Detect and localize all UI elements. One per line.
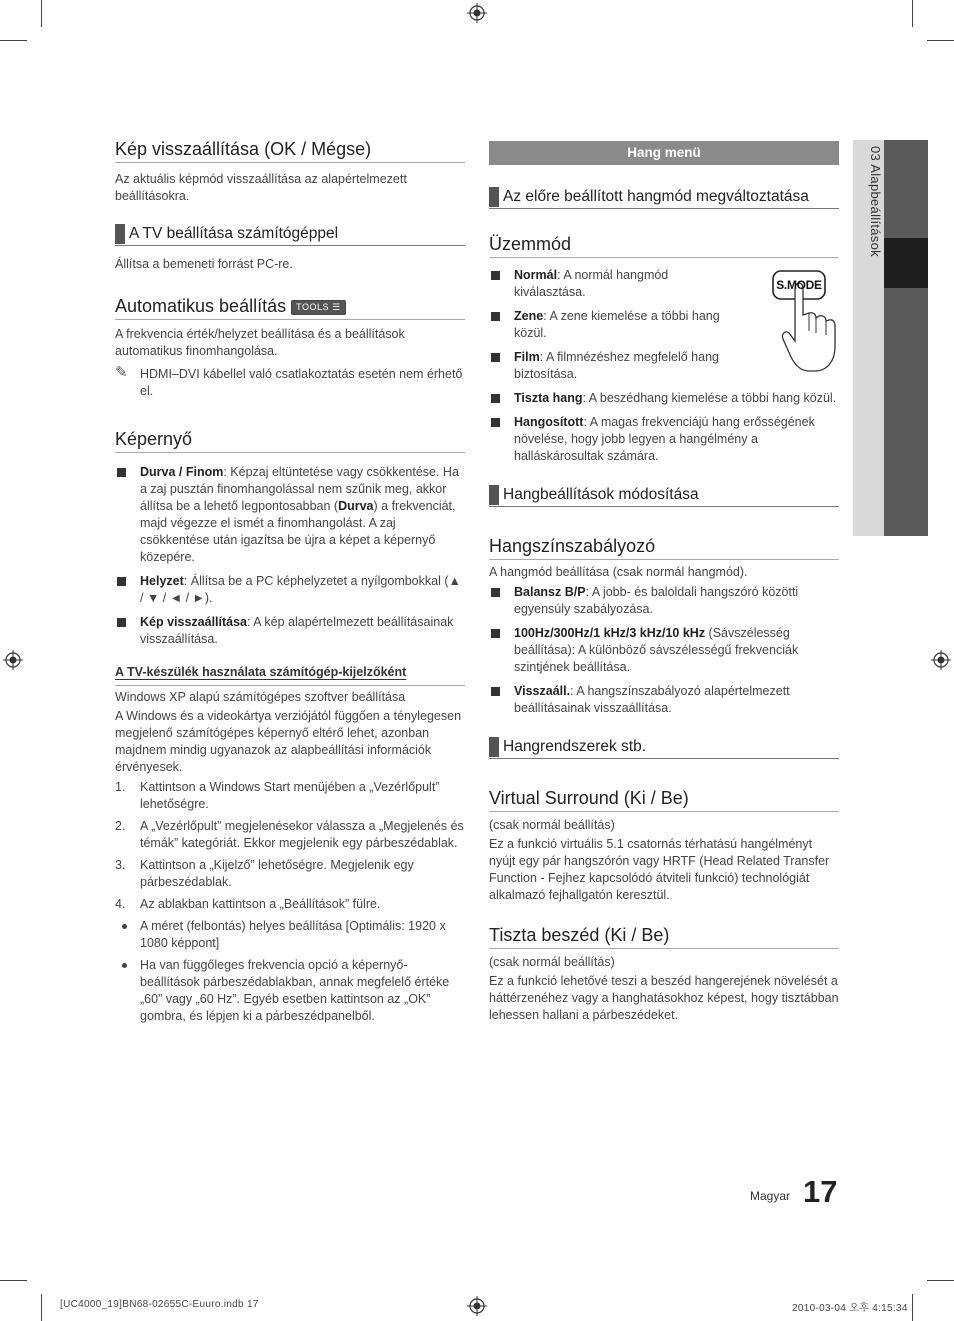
section-title: Hangszínszabályozó — [489, 535, 839, 560]
left-column — [115, 138, 465, 1025]
bullet-item: Ha van függőleges frekvencia opció a képernyő-beállítások párbeszédablakban, annak megfelelő értéke „60” vagy „60 Hz”. Egyéb esetben kattintson az „OK” gombra, és lépjen ki a párbeszédpanelből. — [115, 957, 465, 1025]
list-item — [489, 625, 839, 676]
crop-mark — [927, 40, 954, 41]
list-item — [489, 267, 839, 301]
list-item — [115, 614, 465, 648]
registration-mark-icon — [931, 650, 951, 670]
list-item — [115, 573, 465, 607]
list-term: Zene — [514, 309, 544, 323]
list-text: : A beszédhang kiemelése a többi hang közül. — [582, 391, 837, 405]
section-title: Tiszta beszéd (Ki / Be) — [489, 924, 839, 949]
section-title-text: Automatikus beállítás — [115, 296, 287, 316]
bullet-item: A méret (felbontás) helyes beállítása [Optimális: 1920 x 1080 képpont] — [115, 918, 465, 952]
crop-mark — [0, 1280, 27, 1281]
list-term: 100Hz/300Hz/1 kHz/3 kHz/10 kHz — [514, 626, 706, 640]
tools-label: TOOLS — [296, 302, 329, 312]
tools-badge — [291, 300, 345, 315]
list-item — [489, 414, 839, 465]
paragraph: Az aktuális képmód visszaállítása az alapértelmezett beállításokra. — [115, 172, 407, 203]
section-title — [115, 295, 465, 320]
list-item — [489, 349, 839, 383]
subsection-title: A TV beállítása számítógéppel — [115, 224, 465, 246]
numbered-item — [115, 857, 465, 891]
subsection-heading — [115, 663, 465, 686]
list-text: (Sávszélesség beállítása): A különböző sávszélességű frekvenciák szintjének beállítása. — [514, 626, 799, 674]
step-number: 2. — [115, 819, 126, 833]
paragraph: Windows XP alapú számítógépes szoftver beállítása — [115, 690, 406, 704]
registration-mark-icon — [467, 3, 487, 23]
list-text: : A magas frekvenciájú hang erősségének növelése, hogy jobb legyen a hangélmény a halláskárosultak számára. — [514, 415, 815, 463]
paragraph: A Windows és a videokártya verziójától függően a ténylegesen megjelenő számítógépes képernyő eltérő lehet, azonban majdnem mindig ugyanazok az alapbeállítási információk érvényesek. — [115, 709, 462, 774]
crop-mark — [912, 1294, 913, 1321]
paragraph: Állítsa a bemeneti forrást PC-re. — [115, 257, 293, 271]
imprint-left: [UC4000_19]BN68-02655C-Euuro.indb 17 — [60, 1299, 259, 1310]
subsection-title: Az előre beállított hangmód megváltoztatása — [489, 187, 839, 209]
step-text: Kattintson a Windows Start menüjében a „Vezérlőpult” lehetőségre. — [140, 780, 440, 811]
list-text: : Képzaj eltüntetése vagy csökkentése. Ha a zaj pusztán finomhangolással nem szűnik meg, akkor állítsa be a lehető legpontosabban ( — [140, 465, 459, 513]
numbered-item — [115, 896, 465, 913]
list-term: Kép visszaállítása — [140, 615, 248, 629]
note — [115, 366, 465, 400]
list-text: : A hangszínszabályozó alapértelmezett beállításainak visszaállítása. — [514, 684, 790, 715]
list-term: Tiszta hang — [514, 391, 583, 405]
section-title: Üzemmód — [489, 233, 839, 258]
note-text: (csak normál beállítás) — [489, 818, 615, 832]
list-text: : Állítsa be a PC képhelyzetet a nyílgombokkal (▲ / ▼ / ◄ / ►). — [140, 574, 461, 605]
list-item — [489, 683, 839, 717]
numbered-item — [115, 818, 465, 852]
paragraph: A hangmód beállítása (csak normál hangmód). — [489, 565, 748, 579]
step-text: A „Vezérlőpult” megjelenésekor válassza a „Megjelenés és témák” kategóriát. Ekkor megjelenik egy párbeszédablak. — [140, 819, 464, 850]
list-term: Durva / Finom — [140, 465, 224, 479]
step-number: 4. — [115, 897, 126, 911]
paragraph: A frekvencia érték/helyzet beállítása és a beállítások automatikus finomhangolása. — [115, 327, 405, 358]
registration-mark-icon — [3, 650, 23, 670]
list-text: : A zene kiemelése a többi hang közül. — [514, 309, 720, 340]
list-item — [489, 308, 839, 342]
subsection-title: Hangrendszerek stb. — [489, 737, 839, 759]
registration-mark-icon — [467, 1296, 487, 1316]
step-number: 3. — [115, 858, 126, 872]
subsection-title: Hangbeállítások módosítása — [489, 485, 839, 507]
crop-mark — [41, 0, 42, 27]
step-text: Kattintson a „Kijelző” lehetőségre. Megjelenik egy párbeszédablak. — [140, 858, 414, 889]
list-term: Durva — [338, 499, 374, 513]
list-text: : A filmnézéshez megfelelő hang biztosítása. — [514, 350, 719, 381]
list-term: Visszaáll. — [514, 684, 571, 698]
list-term: Helyzet — [140, 574, 184, 588]
list-term: Hangosított — [514, 415, 584, 429]
page-number: 17 — [803, 1174, 838, 1209]
chapter-tab-strip — [884, 288, 928, 536]
paragraph: Ez a funkció lehetővé teszi a beszéd hangerejének növelését a háttérzenéhez vagy a hanghatásokhoz képest, hogy tisztábban lehessen hallani a párbeszédeket. — [489, 974, 839, 1022]
paragraph: Ez a funkció virtuális 5.1 csatornás térhatású hangélményt nyújt egy pár hangszórón vagy HRTF (Head Related Transfer Function - Fejhez kapcsolódó átviteli funkció) technológiát alkalmazó fejhallgatón keresztül. — [489, 837, 830, 902]
footer-language: Magyar — [750, 1189, 791, 1203]
list-term: Film — [514, 350, 540, 364]
section-title: Képernyő — [115, 428, 465, 453]
list-term: Balansz B/P — [514, 585, 586, 599]
list-item — [489, 584, 839, 618]
crop-mark — [41, 1294, 42, 1321]
list-term: Normál — [514, 268, 558, 282]
section-title: Virtual Surround (Ki / Be) — [489, 787, 839, 812]
crop-mark — [0, 40, 27, 41]
imprint-right: 2010-03-04 오후 4:15:34 — [792, 1303, 908, 1314]
note-text: (csak normál beállítás) — [489, 955, 615, 969]
list-text: : A kép alapértelmezett beállításainak visszaállítása. — [140, 615, 454, 646]
subsection-title: A TV-készülék használata számítógép-kijelzőként — [115, 665, 407, 679]
list-text: : A normál hangmód kiválasztása. — [514, 268, 669, 299]
chapter-label: 03 Alapbeállítások — [868, 146, 883, 257]
section-title: Kép visszaállítása (OK / Mégse) — [115, 138, 465, 163]
chapter-tab-strip — [884, 140, 928, 238]
step-number: 1. — [115, 780, 126, 794]
menu-header: Hang menü — [489, 141, 839, 165]
chapter-tab-active — [884, 238, 928, 288]
list-item — [115, 464, 465, 566]
list-text: : A jobb- és baloldali hangszóró közötti egyensúly szabályozása. — [514, 585, 799, 616]
list-text: ) a frekvenciát, majd végezze el ismét a finomhangolást. A zaj csökkentése után igazítsa be újra a képet a képernyő közepére. — [140, 499, 456, 564]
numbered-item — [115, 779, 465, 813]
tools-icon: ☰ — [331, 302, 341, 312]
step-text: Az ablakban kattintson a „Beállítások” fülre. — [140, 897, 381, 911]
note-pencil-icon: ✎ — [115, 364, 128, 381]
smode-label: S.MODE — [776, 278, 822, 292]
right-column — [489, 141, 839, 1024]
mode-list — [489, 267, 839, 465]
crop-mark — [927, 1280, 954, 1281]
crop-mark — [912, 0, 913, 27]
note-text: HDMI–DVI kábellel való csatlakoztatás esetén nem érhető el. — [140, 367, 463, 398]
list-item — [489, 390, 839, 407]
